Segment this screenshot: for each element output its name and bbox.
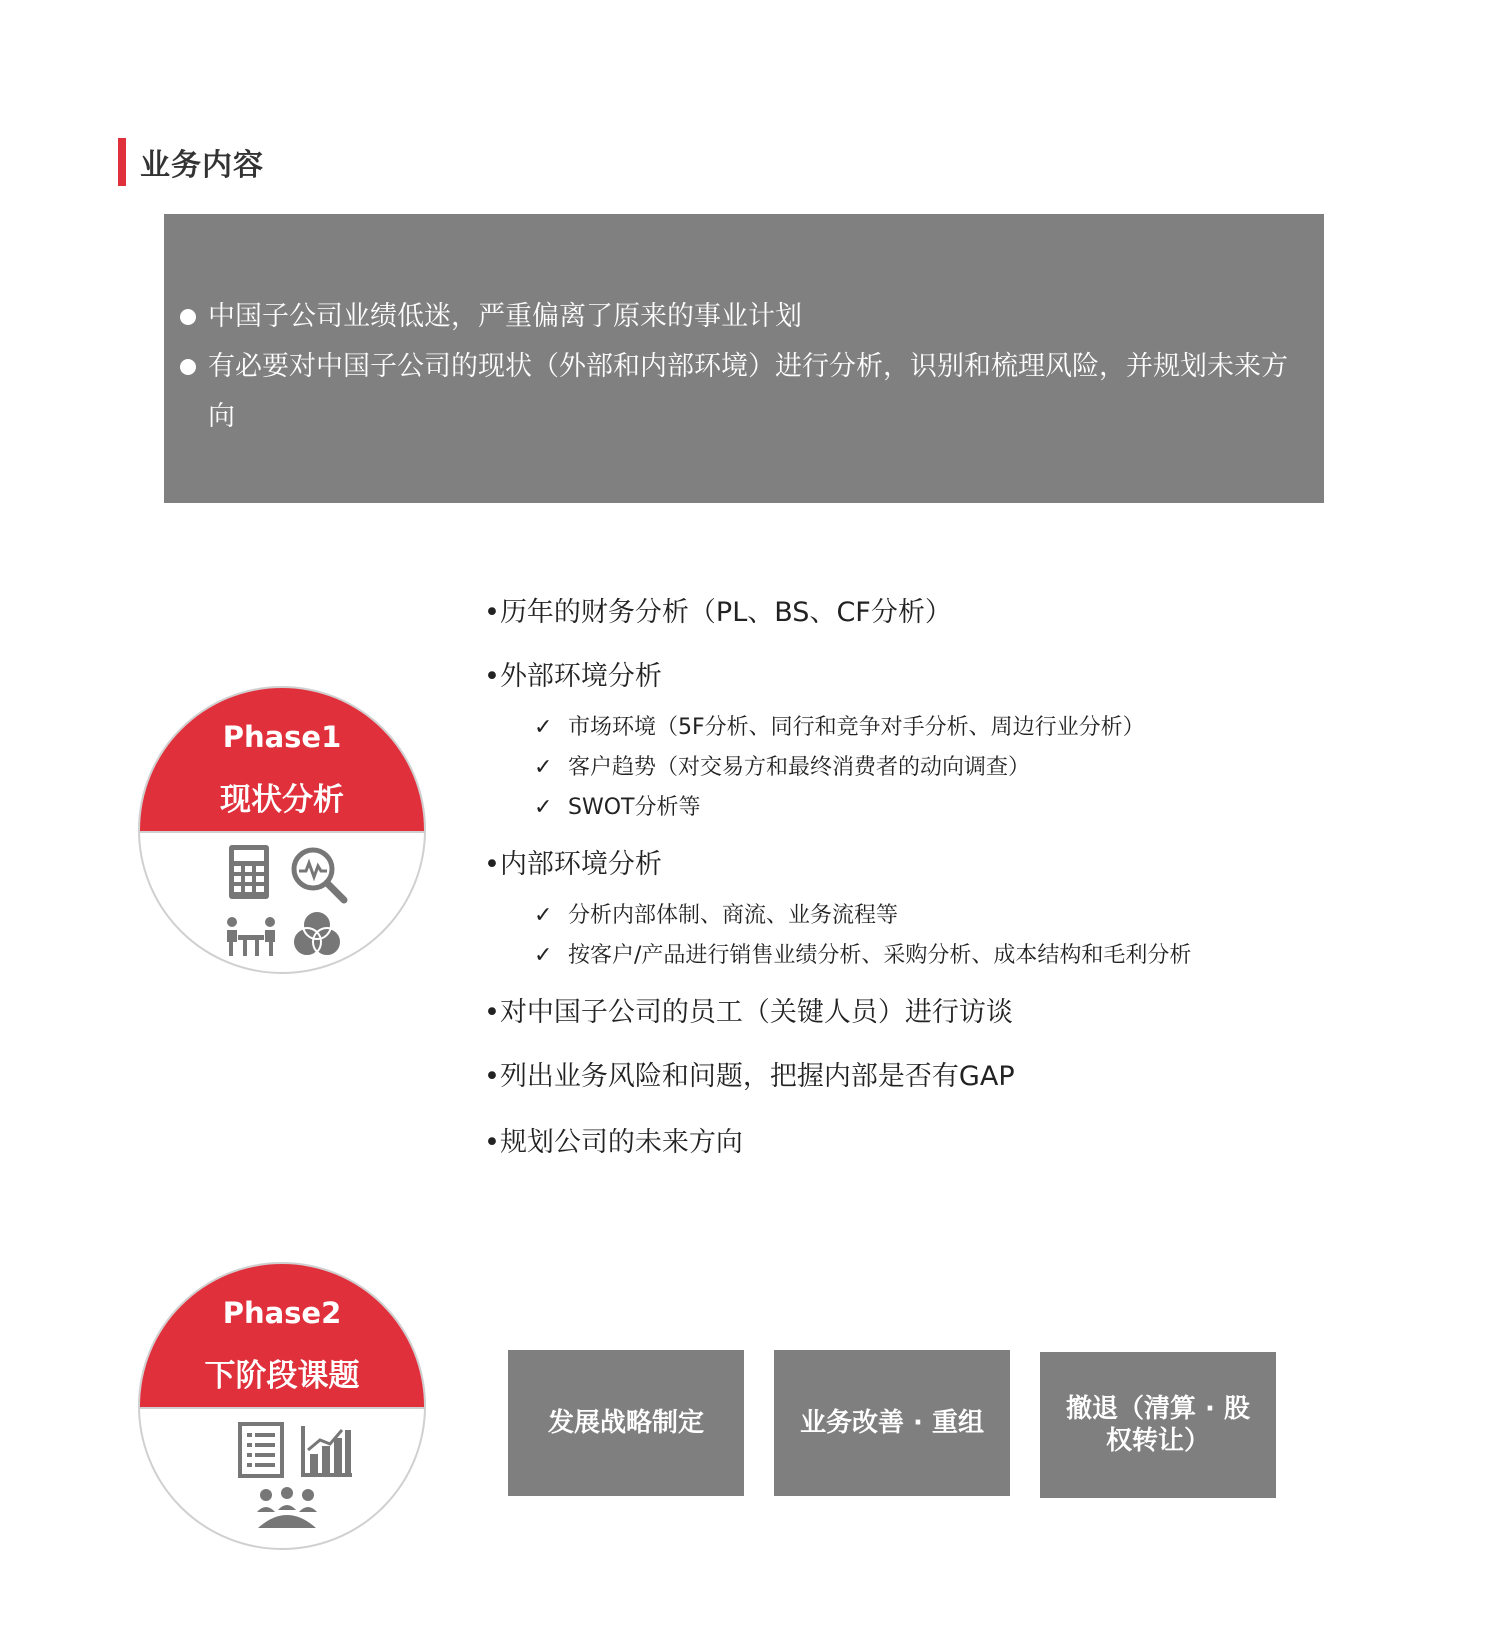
list-item: •外部环境分析 (484, 661, 662, 692)
calculator-icon (228, 844, 270, 900)
magnifier-pulse-icon (290, 846, 348, 904)
section-header (118, 138, 264, 186)
phase2-header (140, 1264, 424, 1409)
check-icon: ✓ (534, 943, 553, 968)
people-group-icon (256, 1486, 318, 1530)
summary-text: 有必要对中国子公司的现状（外部和内部环境）进行分析，识别和梳理风险，并规划未来方 (208, 351, 1288, 382)
summary-item (178, 292, 1304, 342)
bullet-dot-icon (180, 359, 196, 375)
section-title: 业务内容 (140, 148, 264, 183)
action-box-restructure: 业务改善 · 重组 (774, 1350, 1010, 1496)
phase1-title: 现状分析 (220, 782, 344, 818)
phase2-name: Phase2 (222, 1296, 342, 1330)
bullet-icon: • (484, 849, 500, 880)
title-accent-bar (118, 138, 126, 186)
sub-list-item: ✓ 市场环境（5F分析、同行和竞争对手分析、周边行业分析） (534, 715, 1145, 740)
summary-box (164, 214, 1324, 503)
sub-list-item: ✓ 分析内部体制、商流、业务流程等 (534, 903, 899, 928)
list-item: •列出业务风险和问题，把握内部是否有GAP (484, 1061, 1015, 1092)
summary-text: 中国子公司业绩低迷，严重偏离了原来的事业计划 (208, 301, 802, 332)
summary-text-continued: 向 (208, 401, 235, 432)
bullet-icon: • (484, 1127, 500, 1158)
check-icon: ✓ (534, 715, 553, 740)
phase2-title: 下阶段课题 (204, 1358, 360, 1394)
meeting-icon (224, 916, 278, 958)
bullet-icon: • (484, 661, 500, 692)
check-icon: ✓ (534, 795, 553, 820)
sub-list-item: ✓ 按客户/产品进行销售业绩分析、采购分析、成本结构和毛利分析 (534, 943, 1192, 968)
sub-list-item: ✓ SWOT分析等 (534, 795, 701, 820)
bullet-icon: • (484, 997, 500, 1028)
action-box-exit: 撤退（清算 · 股权转让） (1040, 1352, 1276, 1498)
bullet-icon: • (484, 597, 500, 628)
summary-item (178, 342, 1304, 442)
phase1-badge (138, 686, 426, 974)
check-icon: ✓ (534, 903, 553, 928)
bullet-dot-icon (180, 309, 196, 325)
check-icon: ✓ (534, 755, 553, 780)
bullet-icon: • (484, 1061, 500, 1092)
action-box-strategy: 发展战略制定 (508, 1350, 744, 1496)
phase1-name: Phase1 (222, 720, 342, 754)
list-item: •规划公司的未来方向 (484, 1127, 743, 1158)
list-item: •历年的财务分析（PL、BS、CF分析） (484, 597, 952, 628)
phase1-header (140, 688, 424, 833)
bar-chart-icon (300, 1424, 354, 1478)
sub-list-item: ✓ 客户趋势（对交易方和最终消费者的动向调查） (534, 755, 1031, 780)
list-item: •内部环境分析 (484, 849, 662, 880)
phase2-badge (138, 1262, 426, 1550)
list-item: •对中国子公司的员工（关键人员）进行访谈 (484, 997, 1013, 1028)
venn-icon (292, 910, 342, 958)
document-list-icon (238, 1422, 284, 1478)
